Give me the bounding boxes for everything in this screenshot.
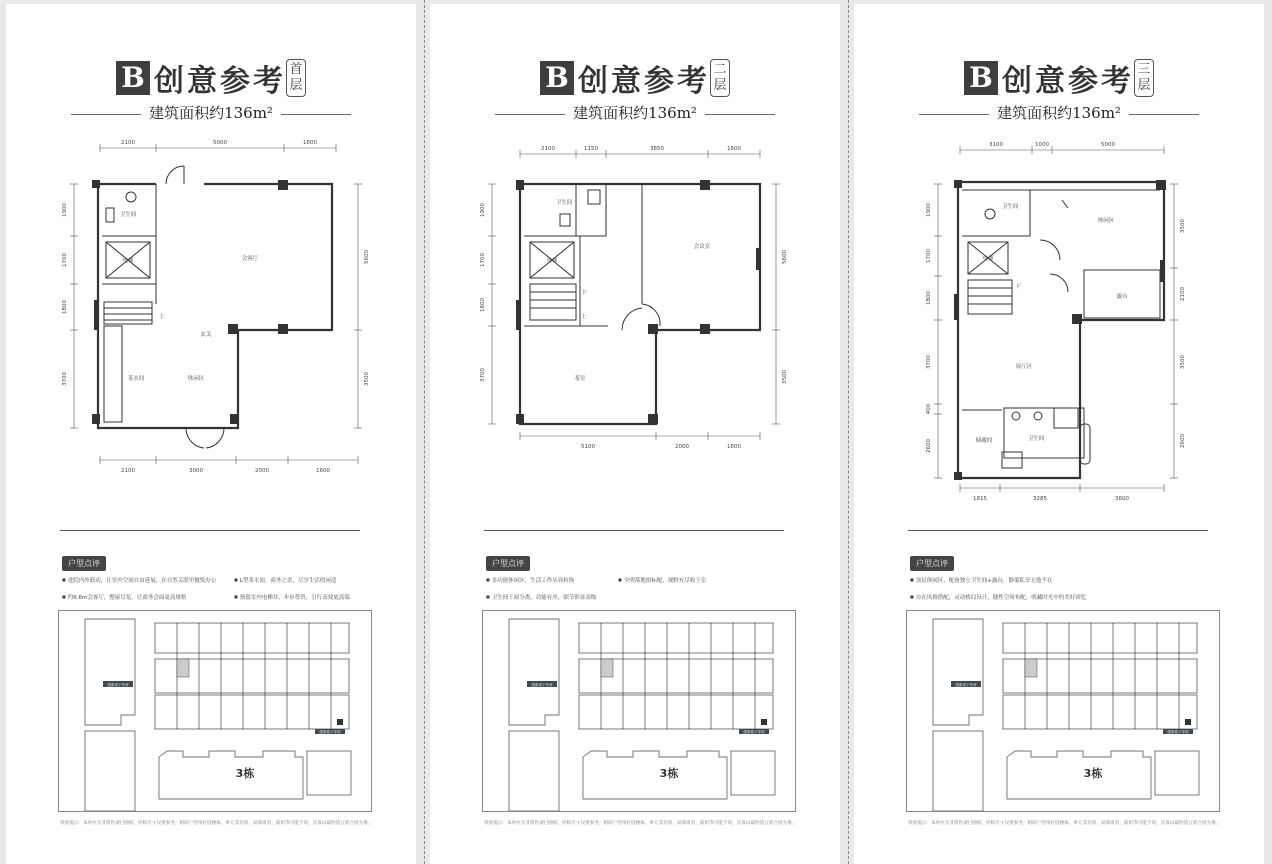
site-tag: 建筑地下车库 (319, 730, 341, 734)
dim-top-4: 1600 (727, 146, 741, 152)
type-badge: B (116, 61, 150, 95)
dim-bottom-4: 1600 (316, 468, 330, 474)
dim-top-3: 5000 (1101, 142, 1115, 148)
review-label: 户型点评 (486, 556, 530, 571)
dim-left-3: 1800 (62, 300, 68, 314)
floor-plan-drawing (430, 4, 840, 524)
type-badge: B (540, 61, 574, 95)
dim-top-1: 3100 (989, 142, 1003, 148)
room-label: 电梯 (546, 258, 558, 264)
room-label: 卫生间 (119, 212, 137, 218)
footnote: 特别提示：本单位为非准售项目图纸，所标尺寸仅供参考，相同户型单位因楼栋、单元等差别，局部或有，面积等可能不同，具体以最终签订的合同为准。 (908, 821, 1221, 826)
site-plan-drawing (907, 611, 1219, 811)
floor-plan-drawing (854, 4, 1264, 524)
room-label: 会客厅 (241, 256, 259, 262)
floor-tag: 三层 (1134, 59, 1154, 97)
room-label: 玄关 (200, 332, 212, 338)
stair-label: 上 (581, 314, 587, 320)
floor-plan-page-3 (854, 4, 1264, 864)
dim-top-3: 1600 (303, 140, 317, 146)
room-label: 展厅区 (1015, 364, 1033, 370)
dim-right-2: 3500 (364, 372, 370, 386)
dim-bottom-1: 5100 (581, 444, 595, 450)
dim-left-1: 1900 (926, 203, 932, 217)
comment: ■ 约6.6m会客厅，整屋尽览，让商务会面更高规格 (62, 593, 186, 601)
dim-top-2: 1000 (1035, 142, 1049, 148)
room-label: 卫生间 (1027, 436, 1045, 442)
room-label: 休闲区 (187, 376, 205, 382)
title-text: 创意参考 (578, 64, 710, 99)
stair-label: 下 (1015, 284, 1021, 290)
site-plan (482, 610, 796, 812)
area-label: 建筑面积约136m² (430, 102, 840, 123)
room-label: 茶室 (574, 376, 586, 382)
dim-left-5: 400 (926, 403, 932, 415)
title-text: 创意参考 (1002, 64, 1134, 99)
section-divider (484, 530, 784, 531)
comment: ■ 全明落地窗标配，视野充尽收于室 (618, 576, 706, 584)
dim-top-1: 2100 (541, 146, 555, 152)
building-label: 3栋 (1083, 767, 1103, 780)
room-label: 储藏间 (975, 438, 993, 444)
page-divider (424, 0, 425, 864)
floor-plan-drawing (6, 4, 416, 524)
floor-tag: 首层 (286, 59, 306, 97)
area-label: 建筑面积约136m² (854, 102, 1264, 123)
dim-bottom-1: 2100 (121, 468, 135, 474)
type-badge: B (964, 61, 998, 95)
section-divider (60, 530, 360, 531)
building-label: 3栋 (235, 767, 255, 780)
room-label: 电梯 (122, 258, 134, 264)
floor-plan-page-1 (6, 4, 416, 864)
dim-left-4: 3700 (926, 355, 932, 369)
dim-right-4: 2600 (1180, 434, 1186, 448)
dim-left-2: 1700 (926, 249, 932, 263)
comment: ■ 卫生间干湿分离，功能有序，细节彰显高级 (486, 593, 596, 601)
dim-left-1: 1900 (480, 203, 486, 217)
dim-left-3: 1800 (480, 298, 486, 312)
dim-right-1: 5600 (364, 250, 370, 264)
comment: ■ 顶层休闲区，配备独立卫生间+露台，静谧私享无他不在 (910, 576, 1052, 584)
floor-plan-page-2 (430, 4, 840, 864)
dim-right-3: 3500 (1180, 355, 1186, 369)
building-label: 3栋 (659, 767, 679, 780)
footnote: 特别提示：本单位为非准售项目图纸，所标尺寸仅供参考，相同户型单位因楼栋、单元等差别，局部或有，面积等可能不同，具体以最终签订的合同为准。 (484, 821, 797, 826)
dim-top-2: 5000 (213, 140, 227, 146)
dim-right-2: 2100 (1180, 287, 1186, 301)
dim-bottom-1: 1815 (973, 496, 987, 502)
comment: ■ 进院内外联动，让室内空间自由延展，在自然关联里做悦办公 (62, 576, 216, 584)
site-tag: 建筑地下车库 (743, 730, 765, 734)
footnote: 特别提示：本单位为非准售项目图纸，所标尺寸仅供参考，相同户型单位因楼栋、单元等差别，局部或有，面积等可能不同，具体以最终签订的合同为准。 (60, 821, 373, 826)
dim-left-2: 1700 (62, 253, 68, 267)
site-plan-drawing (483, 611, 795, 811)
title-text: 创意参考 (154, 64, 286, 99)
review-label: 户型点评 (910, 556, 954, 571)
page-divider (848, 0, 849, 864)
dim-right-2: 3500 (782, 370, 788, 384)
section-divider (908, 530, 1208, 531)
room-label: 会议室 (693, 244, 711, 250)
dim-bottom-2: 3000 (189, 468, 203, 474)
floor-tag: 二层 (710, 59, 730, 97)
dim-left-4: 3700 (62, 372, 68, 386)
site-tag: 建面项下车库 (531, 683, 553, 687)
site-tag: 建面项下车库 (955, 683, 977, 687)
stair-label: 上 (159, 314, 165, 320)
dim-top-2: 1150 (584, 146, 598, 152)
review-label: 户型点评 (62, 556, 106, 571)
comment: ■ 自在风格搭配，灵动格局设计，随性空间布配，收藏时光中的美好回忆 (910, 593, 1086, 601)
dim-top-3: 3850 (650, 146, 664, 152)
dim-bottom-2: 2000 (675, 444, 689, 450)
site-plan-drawing (59, 611, 371, 811)
area-label: 建筑面积约136m² (6, 102, 416, 123)
site-tag: 建筑地下车库 (1167, 730, 1189, 734)
room-label: 休闲区 (1097, 218, 1115, 224)
dim-left-6: 2600 (926, 439, 932, 453)
site-plan (906, 610, 1220, 812)
room-label: 卫生间 (555, 200, 573, 206)
dim-bottom-3: 3600 (1115, 496, 1129, 502)
dim-bottom-3: 1600 (727, 444, 741, 450)
dim-right-1: 3500 (1180, 219, 1186, 233)
dim-top-1: 2100 (121, 140, 135, 146)
dim-left-1: 1900 (62, 203, 68, 217)
room-label: 卫生间 (1001, 204, 1019, 210)
dim-left-4: 3700 (480, 368, 486, 382)
dim-bottom-3: 2000 (255, 468, 269, 474)
site-tag: 建面项下车库 (107, 683, 129, 687)
room-label: 茶水间 (127, 376, 145, 382)
dim-left-2: 1700 (480, 253, 486, 267)
comment: ■ L型茶水间，商务之余，尽享生活的闲适 (234, 576, 336, 584)
dim-left-3: 1800 (926, 291, 932, 305)
site-plan (58, 610, 372, 812)
comment: ■ 预留室内电梯井，步步尊贵，引行高效更高端 (234, 593, 350, 601)
comment: ■ 多功能休闲区，生活工作从容转换 (486, 576, 574, 584)
stair-label: 下 (581, 290, 587, 296)
room-label: 露台 (1116, 294, 1128, 300)
dim-right-1: 5600 (782, 250, 788, 264)
room-label: 电梯 (982, 256, 994, 262)
dim-bottom-2: 3285 (1033, 496, 1047, 502)
